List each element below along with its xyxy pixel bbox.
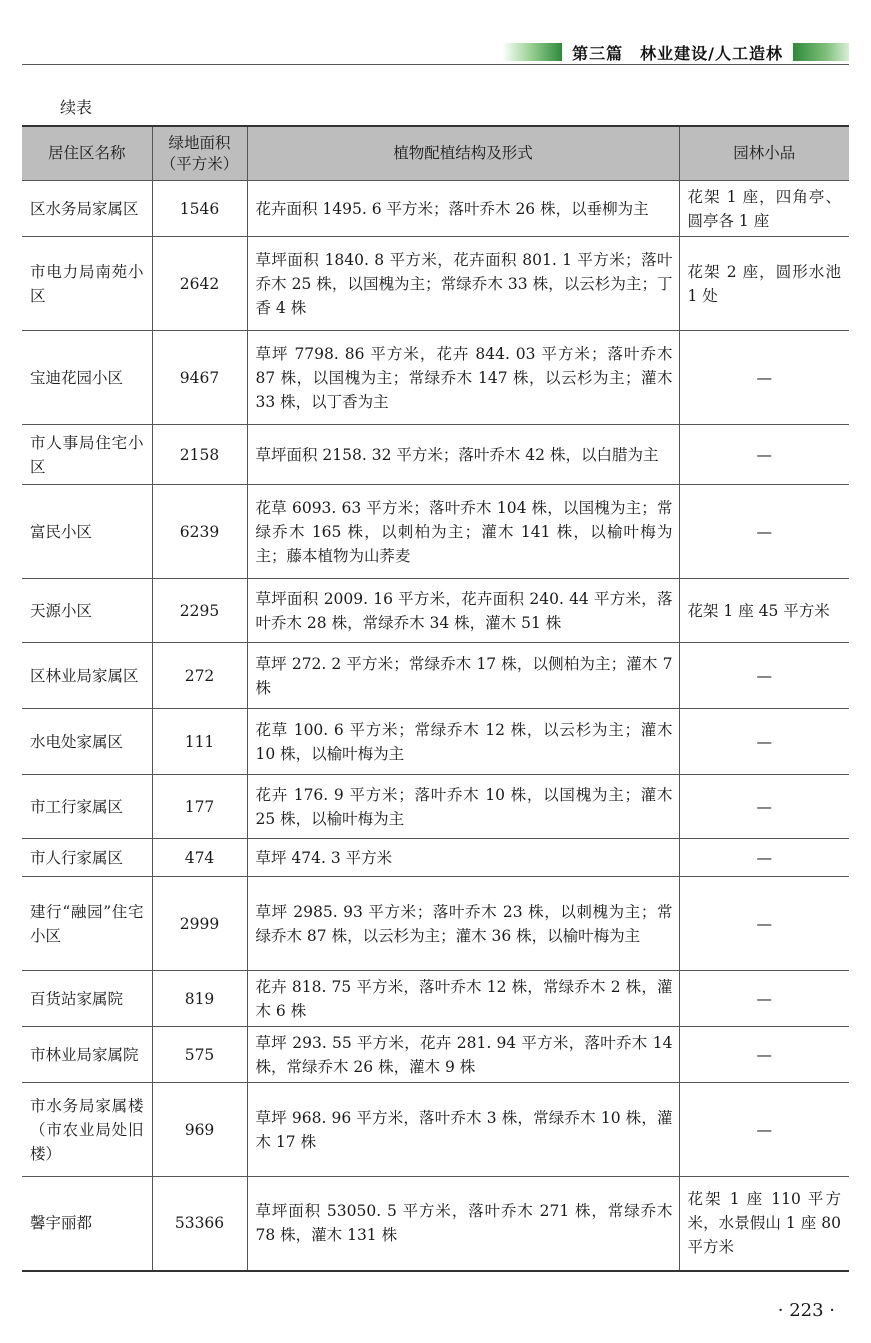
cell-planting-structure: 草坪面积 2009. 16 平方米，花卉面积 240. 44 平方米，落叶乔木 28 株，常绿乔木 34 株，灌木 51 株: [247, 579, 679, 643]
cell-garden-features: —: [679, 775, 849, 839]
header-rule: [22, 64, 849, 65]
cell-green-area: 9467: [152, 331, 247, 425]
cell-green-area: 2999: [152, 877, 247, 971]
cell-garden-features: 花架 1 座，四角亭、圆亭各 1 座: [679, 181, 849, 237]
header-gradient-left: [502, 43, 562, 61]
table-row: [22, 181, 849, 237]
cell-residential-area: 建行“融园”住宅小区: [22, 877, 152, 971]
cell-planting-structure: 花卉 818. 75 平方米，落叶乔木 12 株，常绿乔木 2 株，灌木 6 株: [247, 971, 679, 1027]
cell-planting-structure: 草坪 474. 3 平方米: [247, 839, 679, 877]
cell-green-area: 1546: [152, 181, 247, 237]
cell-residential-area: 馨宇丽都: [22, 1177, 152, 1271]
cell-green-area: 177: [152, 775, 247, 839]
cell-planting-structure: 草坪 7798. 86 平方米，花卉 844. 03 平方米；落叶乔木 87 株，以国槐为主；常绿乔木 147 株，以云杉为主；灌木 33 株，以丁香为主: [247, 331, 679, 425]
cell-planting-structure: 草坪面积 1840. 8 平方米，花卉面积 801. 1 平方米；落叶乔木 25 株，以国槐为主；常绿乔木 33 株，以云杉为主；丁香 4 株: [247, 237, 679, 331]
table-row: [22, 839, 849, 877]
cell-residential-area: 市人行家属区: [22, 839, 152, 877]
header-gradient-right: [793, 43, 849, 61]
cell-residential-area: 市人事局住宅小区: [22, 425, 152, 485]
table-row: [22, 1083, 849, 1177]
cell-green-area: 272: [152, 643, 247, 709]
continued-label: 续表: [60, 98, 93, 117]
cell-green-area: 2642: [152, 237, 247, 331]
table-row: [22, 1177, 849, 1271]
cell-garden-features: —: [679, 1027, 849, 1083]
cell-planting-structure: 草坪面积 2158. 32 平方米；落叶乔木 42 株，以白腊为主: [247, 425, 679, 485]
cell-garden-features: —: [679, 643, 849, 709]
cell-green-area: 575: [152, 1027, 247, 1083]
cell-green-area: 969: [152, 1083, 247, 1177]
header-title: 第三篇 林业建设/人工造林: [572, 43, 783, 63]
table-row: [22, 971, 849, 1027]
cell-garden-features: —: [679, 425, 849, 485]
cell-green-area: 2158: [152, 425, 247, 485]
table-row: [22, 1027, 849, 1083]
cell-residential-area: 区水务局家属区: [22, 181, 152, 237]
cell-green-area: 53366: [152, 1177, 247, 1271]
column-header-planting: 植物配植结构及形式: [247, 126, 679, 181]
cell-garden-features: —: [679, 485, 849, 579]
cell-residential-area: 区林业局家属区: [22, 643, 152, 709]
cell-garden-features: —: [679, 971, 849, 1027]
cell-planting-structure: 草坪 2985. 93 平方米；落叶乔木 23 株，以刺槐为主；常绿乔木 87 株，以云杉为主；灌木 36 株，以榆叶梅为主: [247, 877, 679, 971]
cell-green-area: 6239: [152, 485, 247, 579]
cell-residential-area: 天源小区: [22, 579, 152, 643]
cell-green-area: 111: [152, 709, 247, 775]
table-row: [22, 425, 849, 485]
running-header: [502, 40, 849, 64]
cell-garden-features: —: [679, 877, 849, 971]
table-row: [22, 331, 849, 425]
cell-residential-area: 市林业局家属院: [22, 1027, 152, 1083]
cell-planting-structure: 草坪 272. 2 平方米；常绿乔木 17 株，以侧柏为主；灌木 7 株: [247, 643, 679, 709]
cell-garden-features: 花架 1 座 110 平方米，水景假山 1 座 80 平方米: [679, 1177, 849, 1271]
cell-planting-structure: 花草 6093. 63 平方米；落叶乔木 104 株，以国槐为主；常绿乔木 165 株，以刺柏为主；灌木 141 株，以榆叶梅为主；藤本植物为山荞麦: [247, 485, 679, 579]
cell-planting-structure: 草坪面积 53050. 5 平方米，落叶乔木 271 株，常绿乔木 78 株，灌木 131 株: [247, 1177, 679, 1271]
page-number: · 223 ·: [777, 1300, 835, 1321]
cell-residential-area: 市水务局家属楼（市农业局处旧楼）: [22, 1083, 152, 1177]
table-row: [22, 237, 849, 331]
cell-garden-features: 花架 1 座 45 平方米: [679, 579, 849, 643]
cell-garden-features: —: [679, 331, 849, 425]
cell-residential-area: 富民小区: [22, 485, 152, 579]
table-header-row: [22, 126, 849, 181]
column-header-features: 园林小品: [679, 126, 849, 181]
cell-residential-area: 市工行家属区: [22, 775, 152, 839]
cell-planting-structure: 草坪 293. 55 平方米，花卉 281. 94 平方米，落叶乔木 14 株，常绿乔木 26 株，灌木 9 株: [247, 1027, 679, 1083]
cell-planting-structure: 花草 100. 6 平方米；常绿乔木 12 株，以云杉为主；灌木 10 株，以榆叶梅为主: [247, 709, 679, 775]
green-space-table: [22, 125, 849, 1272]
table-row: [22, 579, 849, 643]
table-row: [22, 877, 849, 971]
cell-residential-area: 市电力局南苑小区: [22, 237, 152, 331]
column-header-area: 绿地面积（平方米）: [152, 126, 247, 181]
cell-garden-features: —: [679, 839, 849, 877]
table-row: [22, 485, 849, 579]
cell-planting-structure: 花卉面积 1495. 6 平方米；落叶乔木 26 株，以垂柳为主: [247, 181, 679, 237]
cell-planting-structure: 花卉 176. 9 平方米；落叶乔木 10 株，以国槐为主；灌木 25 株，以榆叶梅为主: [247, 775, 679, 839]
table-row: [22, 709, 849, 775]
cell-residential-area: 水电处家属区: [22, 709, 152, 775]
column-header-name: 居住区名称: [22, 126, 152, 181]
cell-green-area: 474: [152, 839, 247, 877]
table-row: [22, 643, 849, 709]
cell-planting-structure: 草坪 968. 96 平方米，落叶乔木 3 株，常绿乔木 10 株，灌木 17 株: [247, 1083, 679, 1177]
cell-garden-features: —: [679, 1083, 849, 1177]
cell-residential-area: 宝迪花园小区: [22, 331, 152, 425]
table-row: [22, 775, 849, 839]
cell-green-area: 2295: [152, 579, 247, 643]
cell-residential-area: 百货站家属院: [22, 971, 152, 1027]
cell-garden-features: —: [679, 709, 849, 775]
cell-garden-features: 花架 2 座，圆形水池 1 处: [679, 237, 849, 331]
cell-green-area: 819: [152, 971, 247, 1027]
